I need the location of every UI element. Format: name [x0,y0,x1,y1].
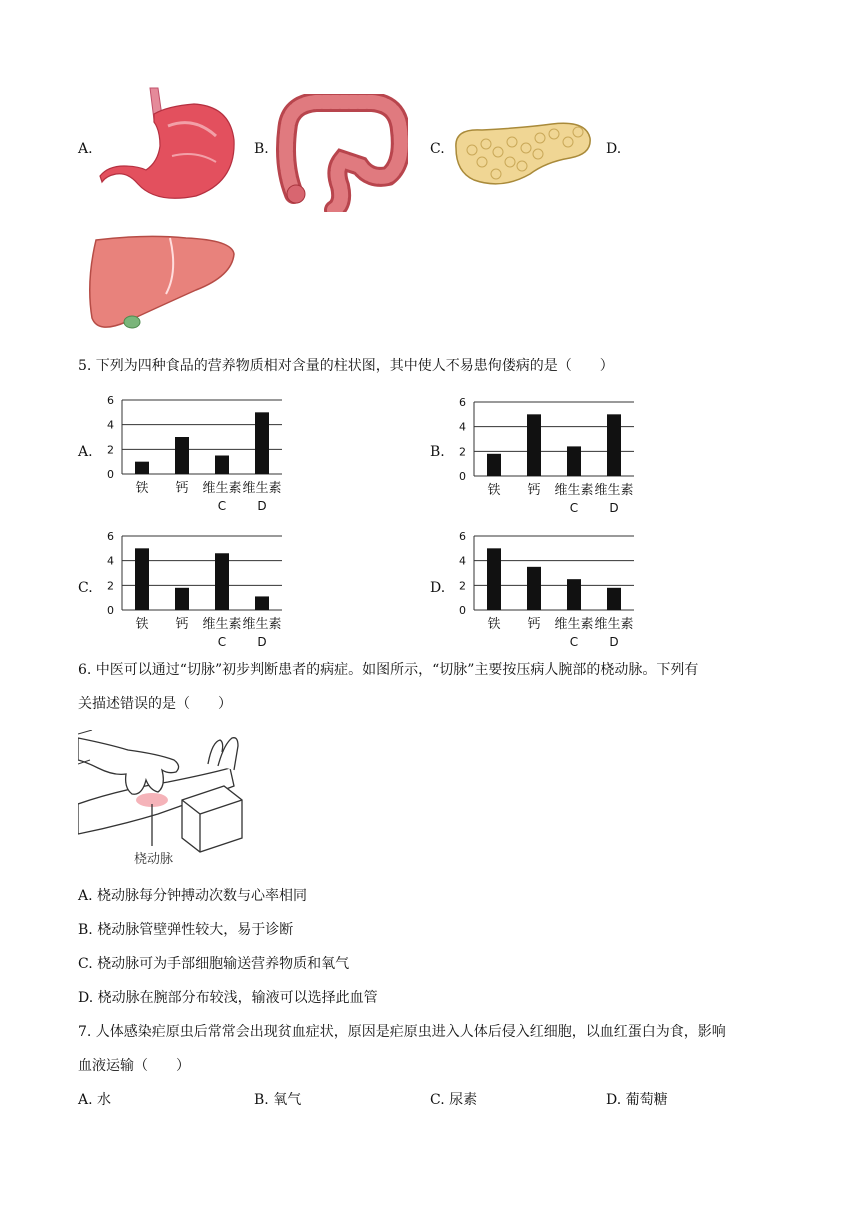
x-tick-label: 钙 [175,481,189,496]
x-tick-label: 钙 [175,617,189,632]
x-tick-sublabel: D [609,501,619,515]
bar-4 [607,414,621,476]
y-tick-label: 0 [107,468,114,481]
bar-chart-a [96,392,306,514]
x-tick-label: 铁 [135,481,149,496]
bar-4 [255,412,269,474]
y-tick-label: 6 [107,530,114,543]
bar-chart-d [448,528,658,650]
stomach-image [98,86,240,204]
question-6-stem-line2: 关描述错误的是（ ） [78,696,232,712]
q6-option-b: B. 桡动脉管壁弹性较大，易于诊断 [78,922,294,938]
bar-1 [135,462,149,474]
q6-option-c: C. 桡动脉可为手部细胞输送营养物质和氧气 [78,956,350,972]
q6-option-d: D. 桡动脉在腕部分布较浅，输液可以选择此血管 [78,990,378,1006]
bar-2 [175,588,189,610]
q6-option-a: A. 桡动脉每分钟搏动次数与心率相同 [78,888,308,904]
bar-chart-c [96,528,306,650]
question-5-stem: 5. 下列为四种食品的营养物质相对含量的柱状图，其中使人不易患佝偻病的是（ ） [78,358,614,374]
option-b-label: B. [254,141,269,157]
bar-1 [487,548,501,610]
x-tick-label: 维生素 [554,617,594,632]
x-tick-label: 维生素 [242,617,282,632]
x-tick-sublabel: C [217,635,227,649]
x-tick-sublabel: C [569,501,579,515]
y-tick-label: 0 [459,470,466,483]
option-d-label: D. [606,141,622,157]
x-tick-sublabel: D [257,635,267,649]
bar-2 [175,437,189,474]
y-tick-label: 4 [459,554,466,568]
large-intestine-image [276,94,408,212]
x-tick-label: 维生素 [594,617,634,632]
option-a-label: A. [78,141,93,157]
x-tick-label: 钙 [527,617,541,632]
chart-b-label: B. [430,444,445,460]
q7-option-b: B. 氧气 [254,1092,302,1108]
option-c-label: C. [430,141,445,157]
x-tick-label: 维生素 [594,483,634,498]
q7-option-c: C. 尿素 [430,1092,478,1108]
bar-2 [527,567,541,610]
x-tick-sublabel: D [609,635,619,649]
bar-3 [215,553,229,610]
y-tick-label: 0 [107,604,114,617]
bar-4 [607,588,621,610]
chart-c-label: C. [78,580,93,596]
x-tick-label: 维生素 [202,481,242,496]
y-tick-label: 0 [459,604,466,617]
x-tick-label: 维生素 [554,483,594,498]
x-tick-sublabel: C [569,635,579,649]
bar-1 [487,454,501,476]
bar-2 [527,414,541,476]
bar-3 [567,579,581,610]
bar-1 [135,548,149,610]
x-tick-label: 维生素 [242,481,282,496]
figure-label-radial-artery: 桡动脉 [134,852,174,867]
x-tick-label: 铁 [487,617,501,632]
y-tick-label: 6 [107,394,114,407]
y-tick-label: 4 [107,418,114,432]
y-tick-label: 6 [459,396,466,409]
chart-a-label: A. [78,444,93,460]
q7-option-d: D. 葡萄糖 [606,1092,668,1108]
x-tick-label: 维生素 [202,617,242,632]
bar-4 [255,596,269,610]
y-tick-label: 6 [459,530,466,543]
question-7-stem-line2: 血液运输（ ） [78,1058,190,1074]
q7-option-a: A. 水 [78,1092,112,1108]
chart-d-label: D. [430,580,446,596]
question-6-stem-line1: 6. 中医可以通过“切脉”初步判断患者的病症。如图所示，“切脉”主要按压病人腕部的桡动脉。下列有 [78,662,699,678]
y-tick-label: 4 [459,420,466,434]
question-7-stem-line1: 7. 人体感染疟原虫后常常会出现贫血症状，原因是疟原虫进入人体后侵入红细胞，以血红蛋白为食，影响 [78,1024,726,1040]
bar-chart-b [448,394,658,516]
x-tick-sublabel: D [257,499,267,513]
bar-3 [215,456,229,475]
y-tick-label: 2 [459,579,466,593]
pancreas-image [452,118,594,190]
y-tick-label: 2 [107,579,114,593]
x-tick-label: 铁 [135,617,149,632]
y-tick-label: 2 [107,443,114,457]
x-tick-sublabel: C [217,499,227,513]
x-tick-label: 钙 [527,483,541,498]
y-tick-label: 2 [459,445,466,459]
x-tick-label: 铁 [487,483,501,498]
liver-image [86,232,238,334]
bar-3 [567,446,581,476]
y-tick-label: 4 [107,554,114,568]
